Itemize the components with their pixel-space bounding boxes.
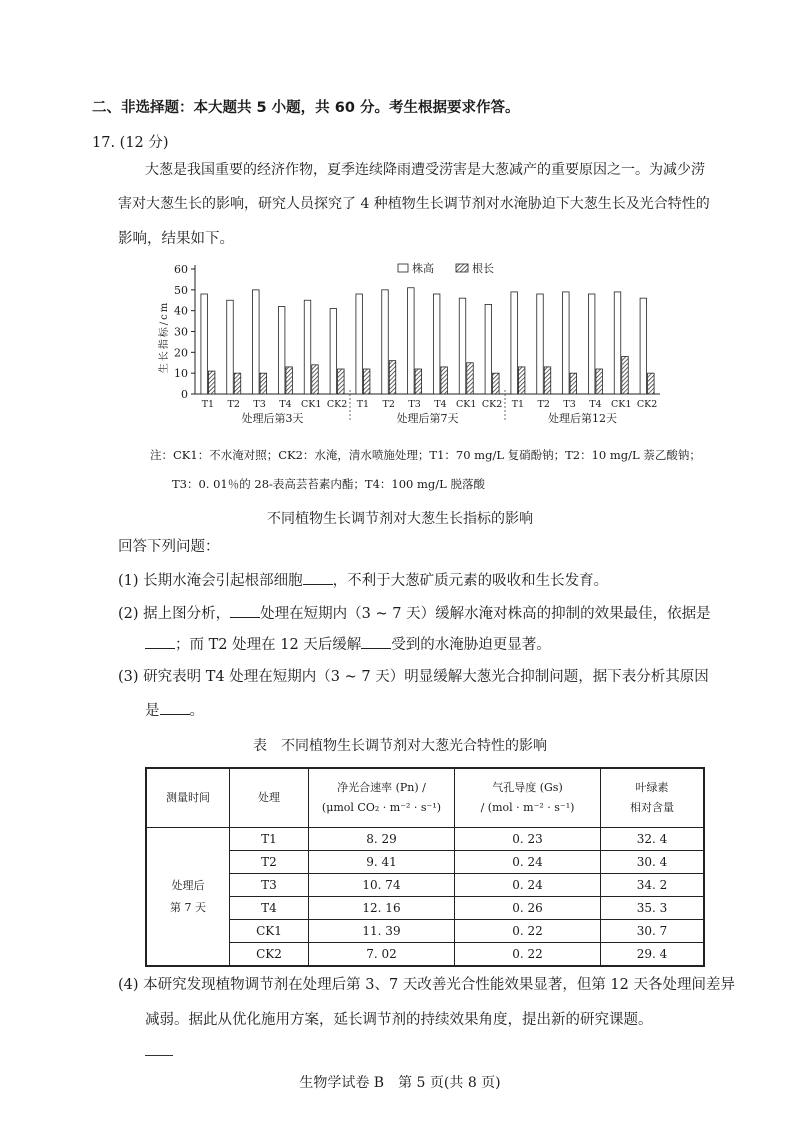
group-label: 处理后第3天 — [241, 412, 304, 425]
table-row — [146, 943, 704, 967]
bar-root-处理后第3天-T3 — [260, 373, 267, 394]
x-tick-label: T4 — [589, 399, 602, 410]
x-tick-label: CK1 — [611, 399, 632, 410]
table-row — [146, 874, 704, 897]
bar-height-处理后第3天-CK2 — [330, 309, 337, 394]
cell-chl: 35. 3 — [601, 897, 705, 920]
bar-root-处理后第7天-T2 — [389, 361, 396, 394]
cell-treatment: T4 — [230, 897, 309, 920]
header-pn — [309, 768, 455, 828]
cell-chl: 30. 4 — [601, 851, 705, 874]
q2-text-start: (2) 据上图分析， — [118, 606, 231, 622]
cell-gs: 0. 24 — [455, 874, 601, 897]
q2-text-mid-2: ；而 T2 处理在 12 天后缓解 — [175, 637, 362, 653]
cell-chl: 34. 2 — [601, 874, 705, 897]
x-tick-label: CK2 — [326, 399, 348, 410]
table-row — [146, 828, 704, 851]
q2-text-end: 受到的水淹胁迫更显著。 — [391, 637, 551, 653]
bar-root-处理后第7天-T1 — [363, 369, 370, 394]
bar-root-处理后第3天-CK2 — [338, 369, 345, 394]
time-line2: 第 7 天 — [170, 900, 206, 914]
sub-question-3-line-2 — [145, 700, 204, 721]
bar-height-处理后第12天-T4 — [588, 294, 595, 394]
q2-text-mid: 处理在短期内（3 ~ 7 天）缓解水淹对株高的抑制的效果最佳，依据是 — [260, 606, 711, 622]
bar-height-处理后第12天-T2 — [537, 294, 544, 394]
chart-note-line-2: T3：0. 01％的 28-表高芸苔素内酯；T4：100 mg/L 脱落酸 — [172, 477, 485, 491]
header-pn-line2: (μmol CO₂ · m⁻² · s⁻¹) — [321, 801, 442, 814]
y-tick-label: 30 — [174, 325, 188, 339]
header-chlorophyll — [601, 768, 705, 828]
cell-pn: 10. 74 — [309, 874, 455, 897]
cell-gs: 0. 23 — [455, 828, 601, 851]
cell-pn: 11. 39 — [309, 920, 455, 943]
bar-height-处理后第3天-CK1 — [304, 300, 311, 394]
header-gs — [455, 768, 601, 828]
cell-chl: 30. 7 — [601, 920, 705, 943]
growth-bar-chart — [150, 255, 670, 435]
x-tick-label: T4 — [279, 399, 292, 410]
group-label: 处理后第12天 — [548, 412, 617, 425]
bar-height-处理后第3天-T3 — [253, 290, 260, 394]
cell-chl: 29. 4 — [601, 943, 705, 967]
intro-line-1: 大葱是我国重要的经济作物，夏季连续降雨遭受涝害是大葱减产的重要原因之一。为减少涝 — [145, 162, 705, 178]
bar-height-处理后第7天-CK2 — [485, 304, 492, 394]
cell-chl: 32. 4 — [601, 828, 705, 851]
y-tick-label: 0 — [181, 388, 188, 401]
sub-question-2-line-1 — [118, 603, 711, 624]
section-heading: 二、非选择题：本大题共 5 小题，共 60 分。考生根据要求作答。 — [92, 100, 520, 116]
header-pn-line1: 净光合速率 (Pn) / — [337, 781, 426, 794]
header-gs-line2: / (mol · m⁻² · s⁻¹) — [480, 801, 575, 814]
intro-line-3: 影响，结果如下。 — [118, 231, 234, 247]
bar-height-处理后第7天-T4 — [433, 294, 440, 394]
answer-rule — [145, 1055, 173, 1056]
x-tick-label: T3 — [563, 399, 576, 410]
chart-title: 不同植物生长调节剂对大葱生长指标的影响 — [267, 511, 533, 527]
q1-text-after: ，不利于大葱矿质元素的吸收和生长发育。 — [332, 573, 609, 589]
x-tick-label: CK2 — [636, 399, 658, 410]
chart-x-labels — [202, 390, 658, 425]
bar-root-处理后第12天-CK2 — [648, 373, 655, 394]
chart-note-line-1: 注：CK1：不水淹对照；CK2：水淹，清水喷施处理；T1：70 mg/L 复硝酚钠；T2：10 mg/L 萘乙酸钠； — [150, 448, 701, 462]
chart-bars — [201, 288, 654, 394]
table-row — [146, 851, 704, 874]
sub-question-1 — [118, 570, 608, 591]
header-time: 测量时间 — [146, 768, 230, 828]
bar-root-处理后第12天-CK1 — [622, 357, 629, 395]
table-row — [146, 920, 704, 943]
y-tick-label: 20 — [174, 346, 188, 360]
q2-answer-blank-1[interactable] — [230, 603, 260, 618]
x-tick-label: T3 — [253, 399, 266, 410]
x-tick-label: CK1 — [301, 399, 322, 410]
x-tick-label: T2 — [537, 399, 550, 410]
bar-root-处理后第12天-T2 — [544, 367, 551, 394]
cell-pn: 7. 02 — [309, 943, 455, 967]
bar-root-处理后第3天-T4 — [286, 367, 293, 394]
chart-ylabel: 生长指标/cm — [159, 300, 170, 374]
q3-answer-blank[interactable] — [160, 700, 190, 715]
page-footer: 生物学试卷 B 第 5 页(共 8 页) — [299, 1075, 501, 1091]
x-tick-label: T2 — [227, 399, 240, 410]
y-tick-label: 10 — [174, 367, 188, 381]
cell-gs: 0. 26 — [455, 897, 601, 920]
sub-question-2-line-2 — [145, 634, 551, 655]
bar-root-处理后第7天-T4 — [441, 367, 448, 394]
bar-height-处理后第12天-T3 — [563, 292, 570, 394]
header-treatment: 处理 — [230, 768, 309, 828]
table-header-row — [146, 768, 704, 828]
legend-swatch-root — [456, 264, 468, 272]
header-gs-line1: 气孔导度 (Gs) — [492, 781, 563, 794]
question-points: (12 分) — [119, 135, 169, 151]
bar-height-处理后第12天-CK2 — [640, 298, 647, 394]
bar-root-处理后第12天-T1 — [518, 367, 525, 394]
x-tick-label: CK1 — [456, 399, 477, 410]
time-line1: 处理后 — [171, 878, 205, 892]
x-tick-label: T1 — [201, 399, 215, 410]
bar-height-处理后第3天-T1 — [201, 294, 208, 394]
bar-height-处理后第7天-T3 — [408, 288, 415, 394]
cell-gs: 0. 22 — [455, 920, 601, 943]
bar-root-处理后第12天-T3 — [570, 373, 577, 394]
q2-answer-blank-2[interactable] — [145, 634, 175, 649]
x-tick-label: T3 — [408, 399, 421, 410]
cell-treatment: T3 — [230, 874, 309, 897]
legend-label-root: 根长 — [472, 262, 494, 275]
bar-root-处理后第7天-CK1 — [467, 363, 474, 394]
bar-height-处理后第3天-T4 — [278, 307, 285, 395]
cell-treatment: CK2 — [230, 943, 309, 967]
x-tick-label: T2 — [382, 399, 395, 410]
cell-pn: 8. 29 — [309, 828, 455, 851]
bar-root-处理后第7天-CK2 — [493, 373, 500, 394]
y-tick-label: 50 — [174, 283, 188, 297]
header-chl-line1: 叶绿素 — [635, 781, 669, 794]
cell-gs: 0. 24 — [455, 851, 601, 874]
legend-swatch-height — [398, 264, 408, 272]
sub-question-4-line-1: (4) 本研究发现植物调节剂在处理后第 3、7 天改善光合性能效果显著，但第 12 天各处理间差异 — [118, 977, 735, 993]
sub-question-4-line-2: 减弱。据此从优化施用方案，延长调节剂的持续效果角度，提出新的研究课题。 — [145, 1012, 653, 1028]
group-label: 处理后第7天 — [396, 412, 459, 425]
q1-answer-blank[interactable] — [303, 570, 333, 585]
intro-line-2: 害对大葱生长的影响，研究人员探究了 4 种植物生长调节剂对水淹胁迫下大葱生长及光合特性的 — [118, 196, 710, 212]
bar-height-处理后第12天-T1 — [511, 292, 517, 394]
bar-height-处理后第7天-CK1 — [459, 298, 466, 394]
cell-gs: 0. 22 — [455, 943, 601, 967]
cell-treatment: CK1 — [230, 920, 309, 943]
bar-height-处理后第12天-CK1 — [614, 292, 621, 394]
table-row — [146, 897, 704, 920]
cell-treatment: T2 — [230, 851, 309, 874]
answer-prompt: 回答下列问题： — [118, 539, 220, 555]
x-tick-label: T1 — [511, 399, 525, 410]
bar-height-处理后第7天-T1 — [356, 294, 363, 394]
cell-treatment: T1 — [230, 828, 309, 851]
q3-text-before: 是 — [145, 703, 160, 719]
q2-answer-blank-3[interactable] — [361, 634, 391, 649]
q3-text-after: 。 — [189, 703, 204, 719]
question-number-line — [92, 133, 169, 153]
header-chl-line2: 相对含量 — [630, 801, 674, 814]
x-tick-label: CK2 — [481, 399, 503, 410]
y-tick-label: 40 — [174, 304, 188, 318]
x-tick-label: T4 — [434, 399, 447, 410]
photosynthesis-table — [145, 767, 705, 967]
cell-pn: 12. 16 — [309, 897, 455, 920]
bar-root-处理后第3天-CK1 — [312, 365, 319, 394]
bar-height-处理后第3天-T2 — [227, 300, 234, 394]
chart-legend — [398, 261, 494, 275]
table-title: 表 不同植物生长调节剂对大葱光合特性的影响 — [253, 738, 547, 754]
sub-question-3-line-1: (3) 研究表明 T4 处理在短期内（3 ~ 7 天）明显缓解大葱光合抑制问题，据下表分析其原因 — [118, 669, 709, 685]
time-cell — [146, 828, 230, 967]
bar-height-处理后第7天-T2 — [382, 290, 389, 394]
bar-root-处理后第3天-T1 — [208, 371, 215, 394]
cell-pn: 9. 41 — [309, 851, 455, 874]
bar-root-处理后第12天-T4 — [596, 369, 603, 394]
bar-root-处理后第3天-T2 — [234, 373, 241, 394]
x-tick-label: T1 — [356, 399, 370, 410]
y-tick-label: 60 — [174, 263, 188, 276]
bar-root-处理后第7天-T3 — [415, 369, 422, 394]
legend-label-height: 株高 — [412, 262, 434, 275]
q1-text-before: (1) 长期水淹会引起根部细胞 — [118, 573, 303, 589]
question-number: 17. — [92, 135, 116, 151]
